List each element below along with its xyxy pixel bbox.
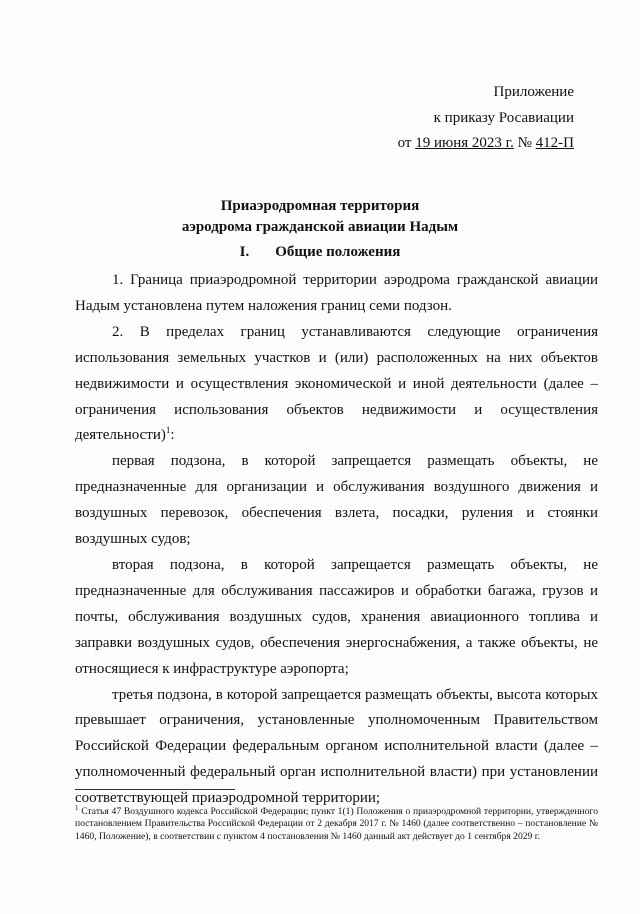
- title-line-1: Приаэродромная территория: [220, 198, 420, 214]
- section-number: I.: [239, 244, 250, 260]
- paragraph-1: 1. Граница приаэродромной территории аэродрома гражданской авиации Надым установлена путем наложения границ семи подзон.: [75, 272, 598, 314]
- appendix-number: 412-П: [535, 135, 574, 151]
- paragraph-2-end: :: [170, 427, 175, 444]
- footnote: [75, 806, 598, 843]
- paragraph-subzone-2: вторая подзона, в которой запрещается размещать объекты, не предназначенные для обслуживания пассажиров и обработки багажа, грузов и почты, обслуживания воздушных судов, хранения авиационного топлива и заправки воздушных судов, обеспечения энергоснабжения, а также объекты, не относящиеся к инфраструктуре аэропорта;: [75, 556, 598, 677]
- paragraph-2: [75, 320, 598, 450]
- footnote-reference: 1: [165, 425, 171, 436]
- document-body: [75, 268, 598, 812]
- paragraph-subzone-1: первая подзона, в которой запрещается размещать объекты, не предназначенные для организации и обслуживания воздушного движения и воздушных перевозок, обеспечения взлета, посадки, руления и стоянки воздушных судов;: [75, 453, 598, 548]
- title-line-2: аэродрома гражданской авиации Надым: [181, 219, 459, 235]
- paragraph-subzone-3: третья подзона, в которой запрещается размещать объекты, высота которых превышает ограничения, установленные уполномоченным Правительством Российской Федерации федеральным органом исполнительной власти (далее – уполномоченный федеральный орган исполнительной власти) при установлении соответствующей приаэродромной территории;: [75, 686, 598, 807]
- footnote-divider: [75, 789, 235, 790]
- appendix-header: [398, 80, 574, 157]
- appendix-number-prefix: №: [513, 135, 536, 151]
- footnote-text: Статья 47 Воздушного кодекса Российской Федерации; пункт 1(1) Положения о приаэродромной территории, утвержденного постановлением Правительства Российской Федерации от 2 декабря 2017 г. № 1460 (далее соответственно – постановление № 1460, Положение), в соответствии с пунктом 4 постановления № 1460 данный акт действует до 1 сентября 2029 г.: [75, 806, 598, 842]
- appendix-date: 19 июня 2023 г.: [415, 135, 514, 151]
- paragraph-2-text: 2. В пределах границ устанавливаются следующие ограничения использования земельных участков и (или) расположенных на них объектов недвижимости и осуществления экономической и иной деятельности (далее – ограничения использования объектов недвижимости и осуществления деятельности): [75, 323, 598, 444]
- section-title: Общие положения: [275, 244, 401, 260]
- appendix-order-ref: к приказу Росавиации: [433, 109, 574, 126]
- appendix-label: Приложение: [493, 84, 574, 100]
- footnote-marker: 1: [75, 804, 79, 812]
- appendix-date-prefix: от: [397, 135, 416, 151]
- appendix-date-number: [398, 131, 574, 157]
- document-title: [0, 196, 640, 238]
- section-heading: [0, 244, 640, 261]
